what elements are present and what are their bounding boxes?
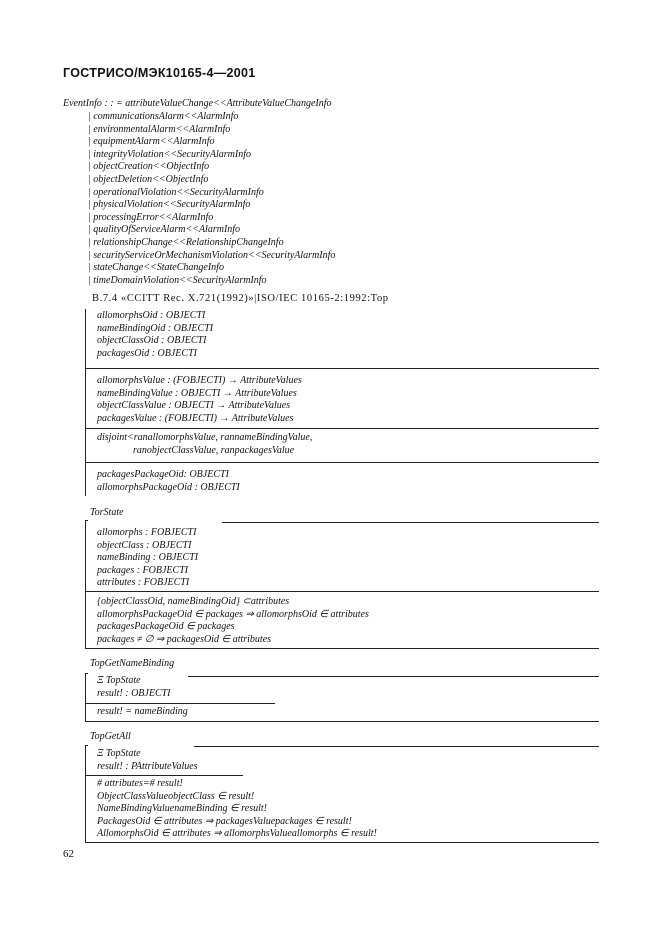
- schema-left-rule: [85, 309, 86, 496]
- schema-bottom-rule: [85, 721, 599, 722]
- event-alternative: | processingError<<AlarmInfo: [88, 211, 214, 223]
- declaration-line: packagesValue : (FOBJECTI) → AttributeValues: [97, 412, 294, 424]
- schema-divider: [85, 462, 599, 463]
- name-binding-declarations: [97, 675, 171, 700]
- schema-divider: [85, 428, 599, 429]
- top-predicate: [97, 432, 312, 457]
- declaration-line: packages : FOBJECTI: [97, 564, 189, 576]
- predicate-line: # attributes=# result!: [97, 778, 183, 789]
- event-alternative: | stateChange<<StateChangeInfo: [88, 262, 224, 274]
- schema-name: TopGetAll: [90, 731, 131, 742]
- predicate-line: packages ≠ ∅ ⇒ packagesOid ∈ attributes: [97, 633, 272, 645]
- event-alternative: | integrityViolation<<SecurityAlarmInfo: [88, 148, 251, 160]
- declaration-line: nameBindingOid : OBJECTI: [97, 322, 214, 334]
- schema-name: TorState: [90, 507, 124, 518]
- event-alternative: | equipmentAlarm<<AlarmInfo: [88, 136, 215, 148]
- declaration-line: Ξ TopState: [97, 748, 141, 759]
- event-alternative: | objectCreation<<ObjectInfo: [88, 161, 210, 173]
- declaration-line: packagesOid : OBJECTI: [97, 347, 197, 359]
- predicate-line: AllomorphsOid ∈ attributes ⇒ allomorphsValueallomorphs ∈ result!: [97, 828, 377, 840]
- tor-state-declarations: [97, 527, 198, 590]
- page-number: 62: [63, 848, 74, 860]
- event-info-definition: EventInfo : : = attributeValueChange<<AttributeValueChangeInfo: [63, 98, 332, 109]
- declaration-line: allomorphs : FOBJECTI: [97, 527, 197, 538]
- declaration-line: attributes : FOBJECTI: [97, 577, 190, 589]
- event-alternative: | environmentalAlarm<<AlarmInfo: [88, 123, 231, 135]
- schema-top-rule: [188, 676, 599, 677]
- event-info-alternatives: [88, 111, 335, 287]
- get-all-predicate: [97, 778, 377, 841]
- event-alternative: | physicalViolation<<SecurityAlarmInfo: [88, 199, 251, 211]
- predicate-line: ObjectClassValueobjectClass ∈ result!: [97, 790, 255, 802]
- predicate-line: packagesPackageOid ∈ packages: [97, 621, 235, 633]
- schema-divider: [85, 775, 243, 776]
- event-alternative: | securityServiceOrMechanismViolation<<SecurityAlarmInfo: [88, 249, 336, 261]
- declaration-line: packagesPackageOid: OBJECTI: [97, 469, 229, 480]
- declaration-line: result! : OBJECTI: [97, 687, 171, 699]
- schema-divider: [85, 591, 599, 592]
- event-alternative: | communicationsAlarm<<AlarmInfo: [88, 111, 239, 122]
- predicate-line: {objectClassOid, nameBindingOid} ⊂attributes: [97, 596, 290, 607]
- predicate-line: disjoint<ranallomorphsValue, rannameBindingValue,: [97, 432, 313, 443]
- tor-state-predicate: [97, 596, 369, 646]
- predicate-line: PackagesOid ∈ attributes ⇒ packagesValuepackages ∈ result!: [97, 815, 352, 827]
- event-alternative: | operationalViolation<<SecurityAlarmInfo: [88, 186, 264, 198]
- schema-divider: [85, 703, 275, 704]
- predicate-line: ranobjectClassValue, ranpackagesValue: [133, 444, 295, 456]
- declaration-line: nameBinding : OBJECTI: [97, 552, 199, 564]
- declaration-line: allomorphsPackageOid : OBJECTI: [97, 481, 240, 493]
- event-alternative: | relationshipChange<<RelationshipChangeInfo: [88, 236, 284, 248]
- event-alternative: | qualityOfServiceAlarm<<AlarmInfo: [88, 224, 241, 236]
- schema-name: TopGetNameBinding: [90, 658, 175, 669]
- schema-divider: [85, 368, 599, 369]
- section-heading: B.7.4 «CCITT Rec. X.721(1992)»|ISO/IEC 10165-2:1992:Top: [92, 293, 389, 304]
- schema-bottom-rule: [85, 648, 599, 649]
- declaration-line: nameBindingValue : OBJECTI → AttributeValues: [97, 387, 297, 399]
- schema-bottom-rule: [85, 842, 599, 843]
- get-all-declarations: [97, 748, 198, 773]
- declaration-line: allomorphsValue : (FOBJECTI) → AttributeValues: [97, 375, 302, 386]
- top-declarations-2: [97, 375, 302, 425]
- schema-top-rule: [194, 746, 599, 747]
- declaration-line: objectClassOid : OBJECTI: [97, 335, 207, 347]
- schema-left-rule: [85, 520, 86, 648]
- declaration-line: Ξ TopState: [97, 675, 141, 686]
- declaration-line: allomorphsOid : OBJECTI: [97, 310, 206, 321]
- top-declarations-3: [97, 469, 240, 494]
- predicate-line: NameBindingValuenameBinding ∈ result!: [97, 803, 267, 815]
- schema-left-rule: [85, 673, 86, 721]
- declaration-line: objectClass : OBJECTI: [97, 539, 192, 551]
- top-declarations-1: [97, 310, 213, 360]
- schema-top-rule: [222, 522, 599, 523]
- predicate-line: result! = nameBinding: [97, 706, 188, 717]
- event-alternative: | objectDeletion<<ObjectInfo: [88, 173, 209, 185]
- name-binding-predicate: [97, 706, 188, 719]
- predicate-line: allomorphsPackageOid ∈ packages ⇒ allomorphsOid ∈ attributes: [97, 608, 369, 620]
- schema-left-rule: [85, 745, 86, 842]
- document-header: ГОСТРИСО/МЭК10165-4—2001: [63, 66, 256, 80]
- declaration-line: result! : PAttributeValues: [97, 760, 198, 772]
- declaration-line: objectClassValue : OBJECTI → AttributeValues: [97, 400, 291, 412]
- event-alternative: | timeDomainViolation<<SecurityAlarmInfo: [88, 274, 267, 286]
